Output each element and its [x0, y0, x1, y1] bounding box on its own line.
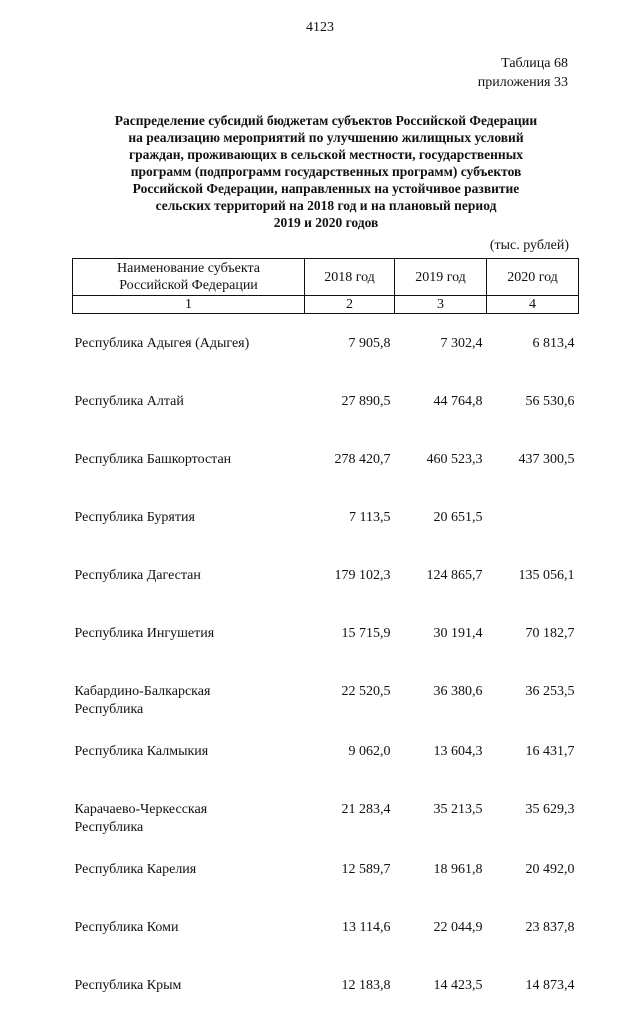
subsidy-table: [72, 258, 579, 1028]
value-2020: [487, 502, 579, 560]
value-2020: 23 837,8: [487, 912, 579, 970]
value-2019: 35 213,5: [395, 794, 487, 854]
subject-name-line-1: Республика Ингушетия: [75, 625, 305, 643]
table-row: [73, 736, 579, 794]
table-reference: [478, 54, 568, 92]
value-2018: 12 183,8: [305, 970, 395, 1028]
subject-name-line-1: Республика Адыгея (Адыгея): [75, 335, 305, 353]
title-line: сельских территорий на 2018 год и на плановый период: [80, 197, 572, 214]
value-2020: 16 431,7: [487, 736, 579, 794]
subject-name-line-1: Республика Крым: [75, 977, 305, 995]
subject-name: [73, 736, 305, 794]
table-row: [73, 502, 579, 560]
table-reference-line-1: Таблица 68: [478, 54, 568, 73]
subject-name: [73, 676, 305, 736]
value-2018: 179 102,3: [305, 560, 395, 618]
value-2019: 13 604,3: [395, 736, 487, 794]
table-row: [73, 444, 579, 502]
value-2020: 437 300,5: [487, 444, 579, 502]
title-line: Российской Федерации, направленных на устойчивое развитие: [80, 180, 572, 197]
value-2019: 20 651,5: [395, 502, 487, 560]
subject-name: [73, 328, 305, 386]
column-number-row: [73, 296, 579, 314]
table-row: [73, 970, 579, 1028]
value-2019: 124 865,7: [395, 560, 487, 618]
subject-name-line-1: Республика Коми: [75, 919, 305, 937]
title-line: Распределение субсидий бюджетам субъектов Российской Федерации: [80, 112, 572, 129]
value-2018: 7 905,8: [305, 328, 395, 386]
subject-name-line-1: Республика Карелия: [75, 861, 305, 879]
value-2019: 22 044,9: [395, 912, 487, 970]
unit-note: (тыс. рублей): [490, 238, 569, 254]
column-number: 2: [305, 296, 395, 314]
subject-name-line-1: Республика Калмыкия: [75, 743, 305, 761]
title-line: программ (подпрограмм государственных программ) субъектов: [80, 163, 572, 180]
subject-name-line-1: Республика Алтай: [75, 393, 305, 411]
table-row: [73, 618, 579, 676]
column-number: 3: [395, 296, 487, 314]
header-subject-name-line-1: Наименование субъекта: [77, 260, 300, 277]
value-2018: 12 589,7: [305, 854, 395, 912]
title-line: на реализацию мероприятий по улучшению жилищных условий: [80, 129, 572, 146]
value-2019: 18 961,8: [395, 854, 487, 912]
subject-name-line-1: Карачаево-Черкесская: [75, 801, 305, 819]
subject-name-line-1: Республика Башкортостан: [75, 451, 305, 469]
value-2019: 14 423,5: [395, 970, 487, 1028]
value-2019: 7 302,4: [395, 328, 487, 386]
value-2020: 14 873,4: [487, 970, 579, 1028]
value-2020: 35 629,3: [487, 794, 579, 854]
header-subject-name-line-2: Российской Федерации: [77, 277, 300, 294]
table-row: [73, 854, 579, 912]
subject-name: [73, 854, 305, 912]
value-2018: 15 715,9: [305, 618, 395, 676]
value-2018: 278 420,7: [305, 444, 395, 502]
subject-name: [73, 970, 305, 1028]
table-row: [73, 386, 579, 444]
value-2019: 30 191,4: [395, 618, 487, 676]
subject-name-line-1: Кабардино-Балкарская: [75, 683, 305, 701]
value-2020: 56 530,6: [487, 386, 579, 444]
subject-name-line-1: Республика Дагестан: [75, 567, 305, 585]
subject-name: [73, 618, 305, 676]
document-title: [80, 112, 572, 231]
header-subject-name: [73, 259, 305, 296]
table-row: [73, 676, 579, 736]
page-number: 4123: [0, 20, 640, 36]
column-number: 1: [73, 296, 305, 314]
table-row: [73, 560, 579, 618]
title-line: граждан, проживающих в сельской местности, государственных: [80, 146, 572, 163]
value-2020: 70 182,7: [487, 618, 579, 676]
value-2018: 27 890,5: [305, 386, 395, 444]
value-2020: 135 056,1: [487, 560, 579, 618]
table-body: [73, 314, 579, 1028]
value-2018: 7 113,5: [305, 502, 395, 560]
table-reference-line-2: приложения 33: [478, 73, 568, 92]
subject-name: [73, 794, 305, 854]
value-2018: 22 520,5: [305, 676, 395, 736]
value-2018: 9 062,0: [305, 736, 395, 794]
header-2018: 2018 год: [305, 259, 395, 296]
value-2019: 36 380,6: [395, 676, 487, 736]
table-header: [73, 259, 579, 314]
header-2020: 2020 год: [487, 259, 579, 296]
value-2020: 6 813,4: [487, 328, 579, 386]
header-row: [73, 259, 579, 296]
subject-name: [73, 912, 305, 970]
column-number: 4: [487, 296, 579, 314]
value-2019: 460 523,3: [395, 444, 487, 502]
title-line: 2019 и 2020 годов: [80, 214, 572, 231]
header-2019: 2019 год: [395, 259, 487, 296]
subject-name: [73, 502, 305, 560]
value-2019: 44 764,8: [395, 386, 487, 444]
value-2020: 36 253,5: [487, 676, 579, 736]
value-2018: 21 283,4: [305, 794, 395, 854]
subject-name: [73, 444, 305, 502]
subject-name-line-2: Республика: [75, 701, 305, 719]
subject-name-line-1: Республика Бурятия: [75, 509, 305, 527]
table-row: [73, 912, 579, 970]
subject-name: [73, 560, 305, 618]
value-2018: 13 114,6: [305, 912, 395, 970]
spacer-row: [73, 314, 579, 329]
table-row: [73, 328, 579, 386]
table-row: [73, 794, 579, 854]
subject-name-line-2: Республика: [75, 819, 305, 837]
value-2020: 20 492,0: [487, 854, 579, 912]
subject-name: [73, 386, 305, 444]
